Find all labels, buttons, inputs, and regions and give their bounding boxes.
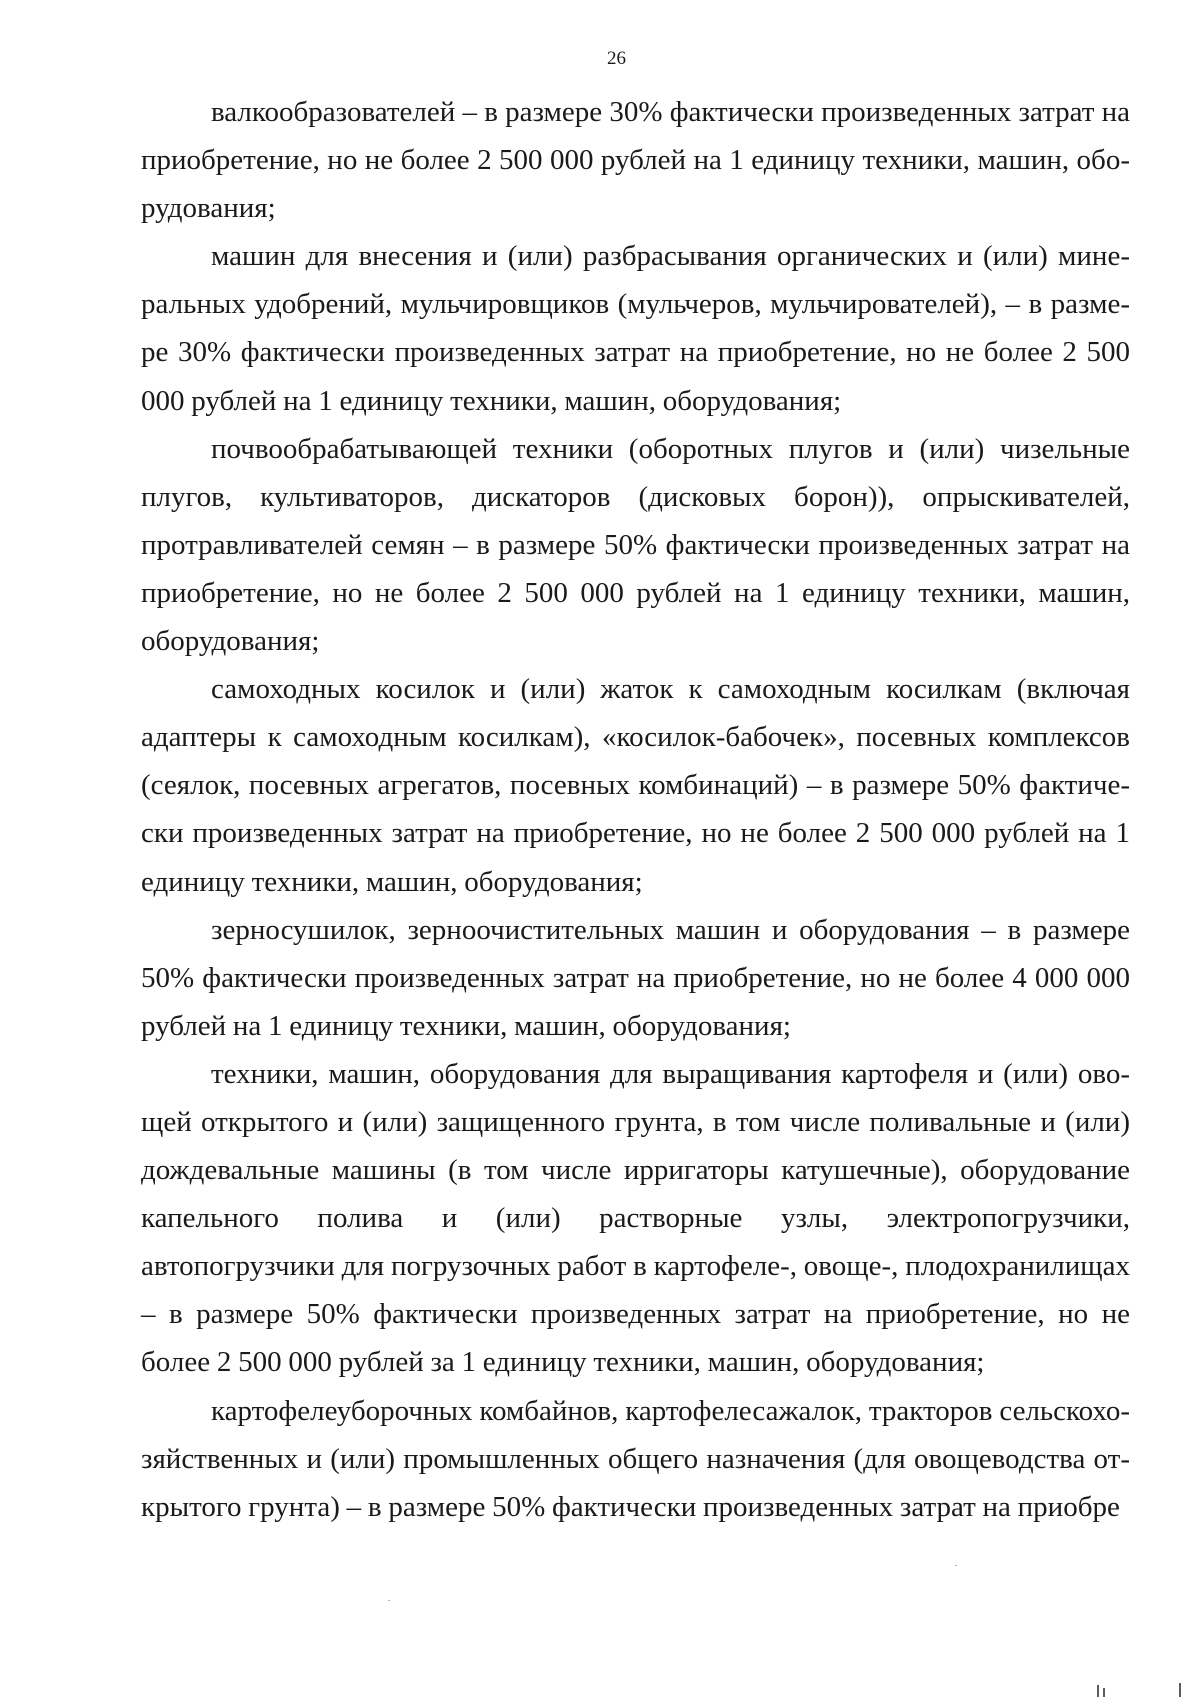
scan-artifact bbox=[955, 1565, 957, 1566]
scan-artifact bbox=[1103, 1688, 1105, 1697]
paragraph-potato-vegetable-equipment: техники, машин, оборудования для выращивания картофеля и (или) овощей открытого и (или) защищенного грунта, в том числе поливальные и (или) дождевальные машины (в том числе ирригаторы катушечные), оборудование капельного полива и (или) растворные узлы, электропогрузчики, автопогрузчики для погрузочных работ в картофеле-, овоще-, плодохранилищах – в размере 50% фактически произведенных затрат на приобретение, но не более 2 500 000 рублей за 1 единицу техники, машин, оборудования; bbox=[141, 1057, 1130, 1379]
page-number: 26 bbox=[607, 48, 626, 69]
paragraph-tillage-equipment: почвообрабатывающей техники (оборотных плугов и (или) чизельные плугов, культиваторов, дискаторов (дисковых борон)), опрыскивателей, протравливателей семян – в размере 50% фактически произведенных затрат на приобретение, но не более 2 500 000 рублей на 1 единицу техники, машин, оборудования; bbox=[141, 432, 1130, 658]
scan-artifact bbox=[1179, 1683, 1181, 1697]
paragraph-grain-dryers: зерносушилок, зерноочистительных машин и оборудования – в размере 50% фактически произведенных затрат на приобретение, но не более 4 000 000 рублей на 1 единицу техники, машин, оборудования; bbox=[141, 913, 1130, 1042]
scan-artifact bbox=[388, 1600, 390, 1601]
paragraph-potato-harvesters: картофелеуборочных комбайнов, картофелесажалок, тракторов сельскохозяйственных и (или) промышленных общего назначения (для овощеводства открытого грунта) – в размере 50% фактически произведенных затрат на приобре bbox=[141, 1394, 1130, 1523]
paragraph-mowers-seeders: самоходных косилок и (или) жаток к самоходным косилкам (включая адаптеры к самоходным косилкам), «косилок-бабочек», посевных комплексов (сеялок, посевных агрегатов, посевных комбинаций) – в размере 50% фактически произведенных затрат на приобретение, но не более 2 500 000 рублей на 1 единицу техники, машин, оборудования; bbox=[141, 673, 1130, 898]
paragraph-fertilizer-machines: машин для внесения и (или) разбрасывания органических и (или) минеральных удобрений, мульчировщиков (мульчеров, мульчирователей), – в размере 30% фактически произведенных затрат на приобретение, но не более 2 500 000 рублей на 1 единицу техники, машин, оборудования; bbox=[141, 240, 1130, 417]
paragraph-rakes: валкообразователей – в размере 30% фактически произведенных затрат на приобретение, но не более 2 500 000 рублей на 1 единицу техники, машин, оборудования; bbox=[141, 96, 1130, 225]
document-body bbox=[141, 88, 1130, 1531]
scan-artifact bbox=[1097, 1685, 1099, 1697]
